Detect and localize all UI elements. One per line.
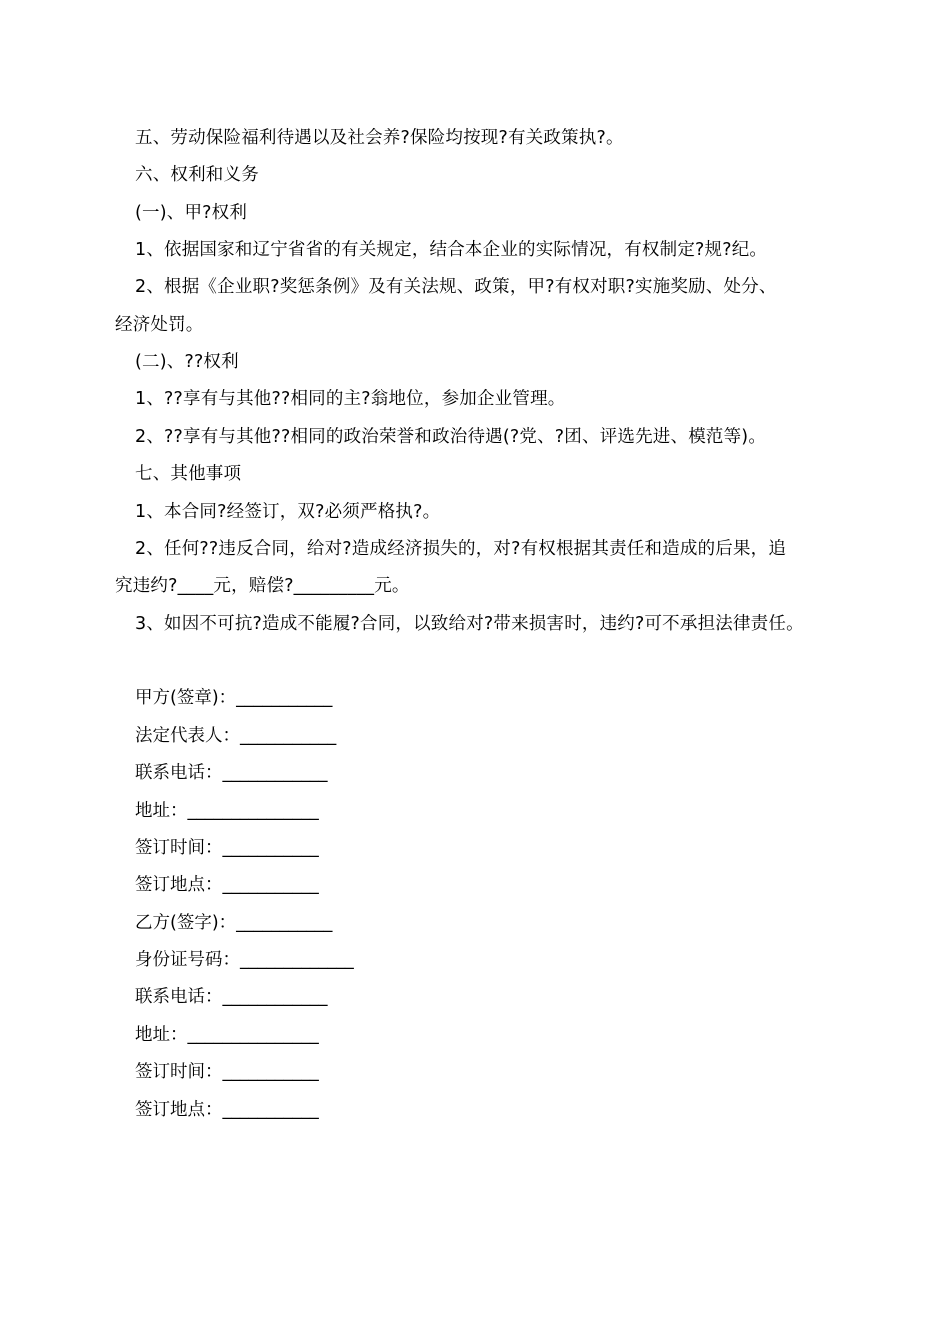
party-b-right-1: 1、??享有与其他??相同的主?翁地位，参加企业管理。: [135, 389, 566, 409]
party-a-sign-date-field: 签订时间：___________: [135, 838, 319, 858]
party-b-address-field: 地址：_______________: [135, 1025, 319, 1045]
other-matter-3: 3、如因不可抗?造成不能履?合同，以致给对?带来损害时，违约?可不承担法律责任。: [135, 614, 804, 634]
party-a-seal-field: 甲方(签章)：___________: [135, 688, 333, 708]
party-b-rights-heading: (二)、??权利: [135, 352, 239, 372]
party-b-id-number-field: 身份证号码：_____________: [135, 950, 354, 970]
party-b-signature-field: 乙方(签字)：___________: [135, 913, 333, 933]
other-matter-2: 2、任何??违反合同，给对?造成经济损失的，对?有权根据其责任和造成的后果，追: [135, 539, 787, 559]
clause-5-insurance: 五、劳动保险福利待遇以及社会养?保险均按现?有关政策执?。: [135, 128, 624, 148]
party-a-right-2: 2、根据《企业职?奖惩条例》及有关法规、政策，甲?有权对职?实施奖励、处分、: [135, 277, 777, 297]
party-a-sign-place-field: 签订地点：___________: [135, 875, 319, 895]
party-b-phone-field: 联系电话：____________: [135, 987, 328, 1007]
party-a-right-1: 1、依据国家和辽宁省省的有关规定，结合本企业的实际情况，有权制定?规?纪。: [135, 240, 768, 260]
party-b-sign-date-field: 签订时间：___________: [135, 1062, 319, 1082]
section-6-heading: 六、权利和义务: [135, 165, 259, 185]
party-a-address-field: 地址：_______________: [135, 801, 319, 821]
party-a-rights-heading: (一)、甲?权利: [135, 203, 248, 223]
party-b-sign-place-field: 签订地点：___________: [135, 1100, 319, 1120]
party-a-legal-rep-field: 法定代表人：___________: [135, 726, 337, 746]
other-matter-2-continued: 究违约?____元，赔偿?_________元。: [115, 576, 410, 596]
party-a-right-2-continued: 经济处罚。: [115, 315, 204, 335]
party-b-right-2: 2、??享有与其他??相同的政治荣誉和政治待遇(?党、?团、评选先进、模范等)。: [135, 427, 767, 447]
section-7-heading: 七、其他事项: [135, 464, 242, 484]
party-a-phone-field: 联系电话：____________: [135, 763, 328, 783]
other-matter-1: 1、本合同?经签订，双?必须严格执?。: [135, 502, 441, 522]
